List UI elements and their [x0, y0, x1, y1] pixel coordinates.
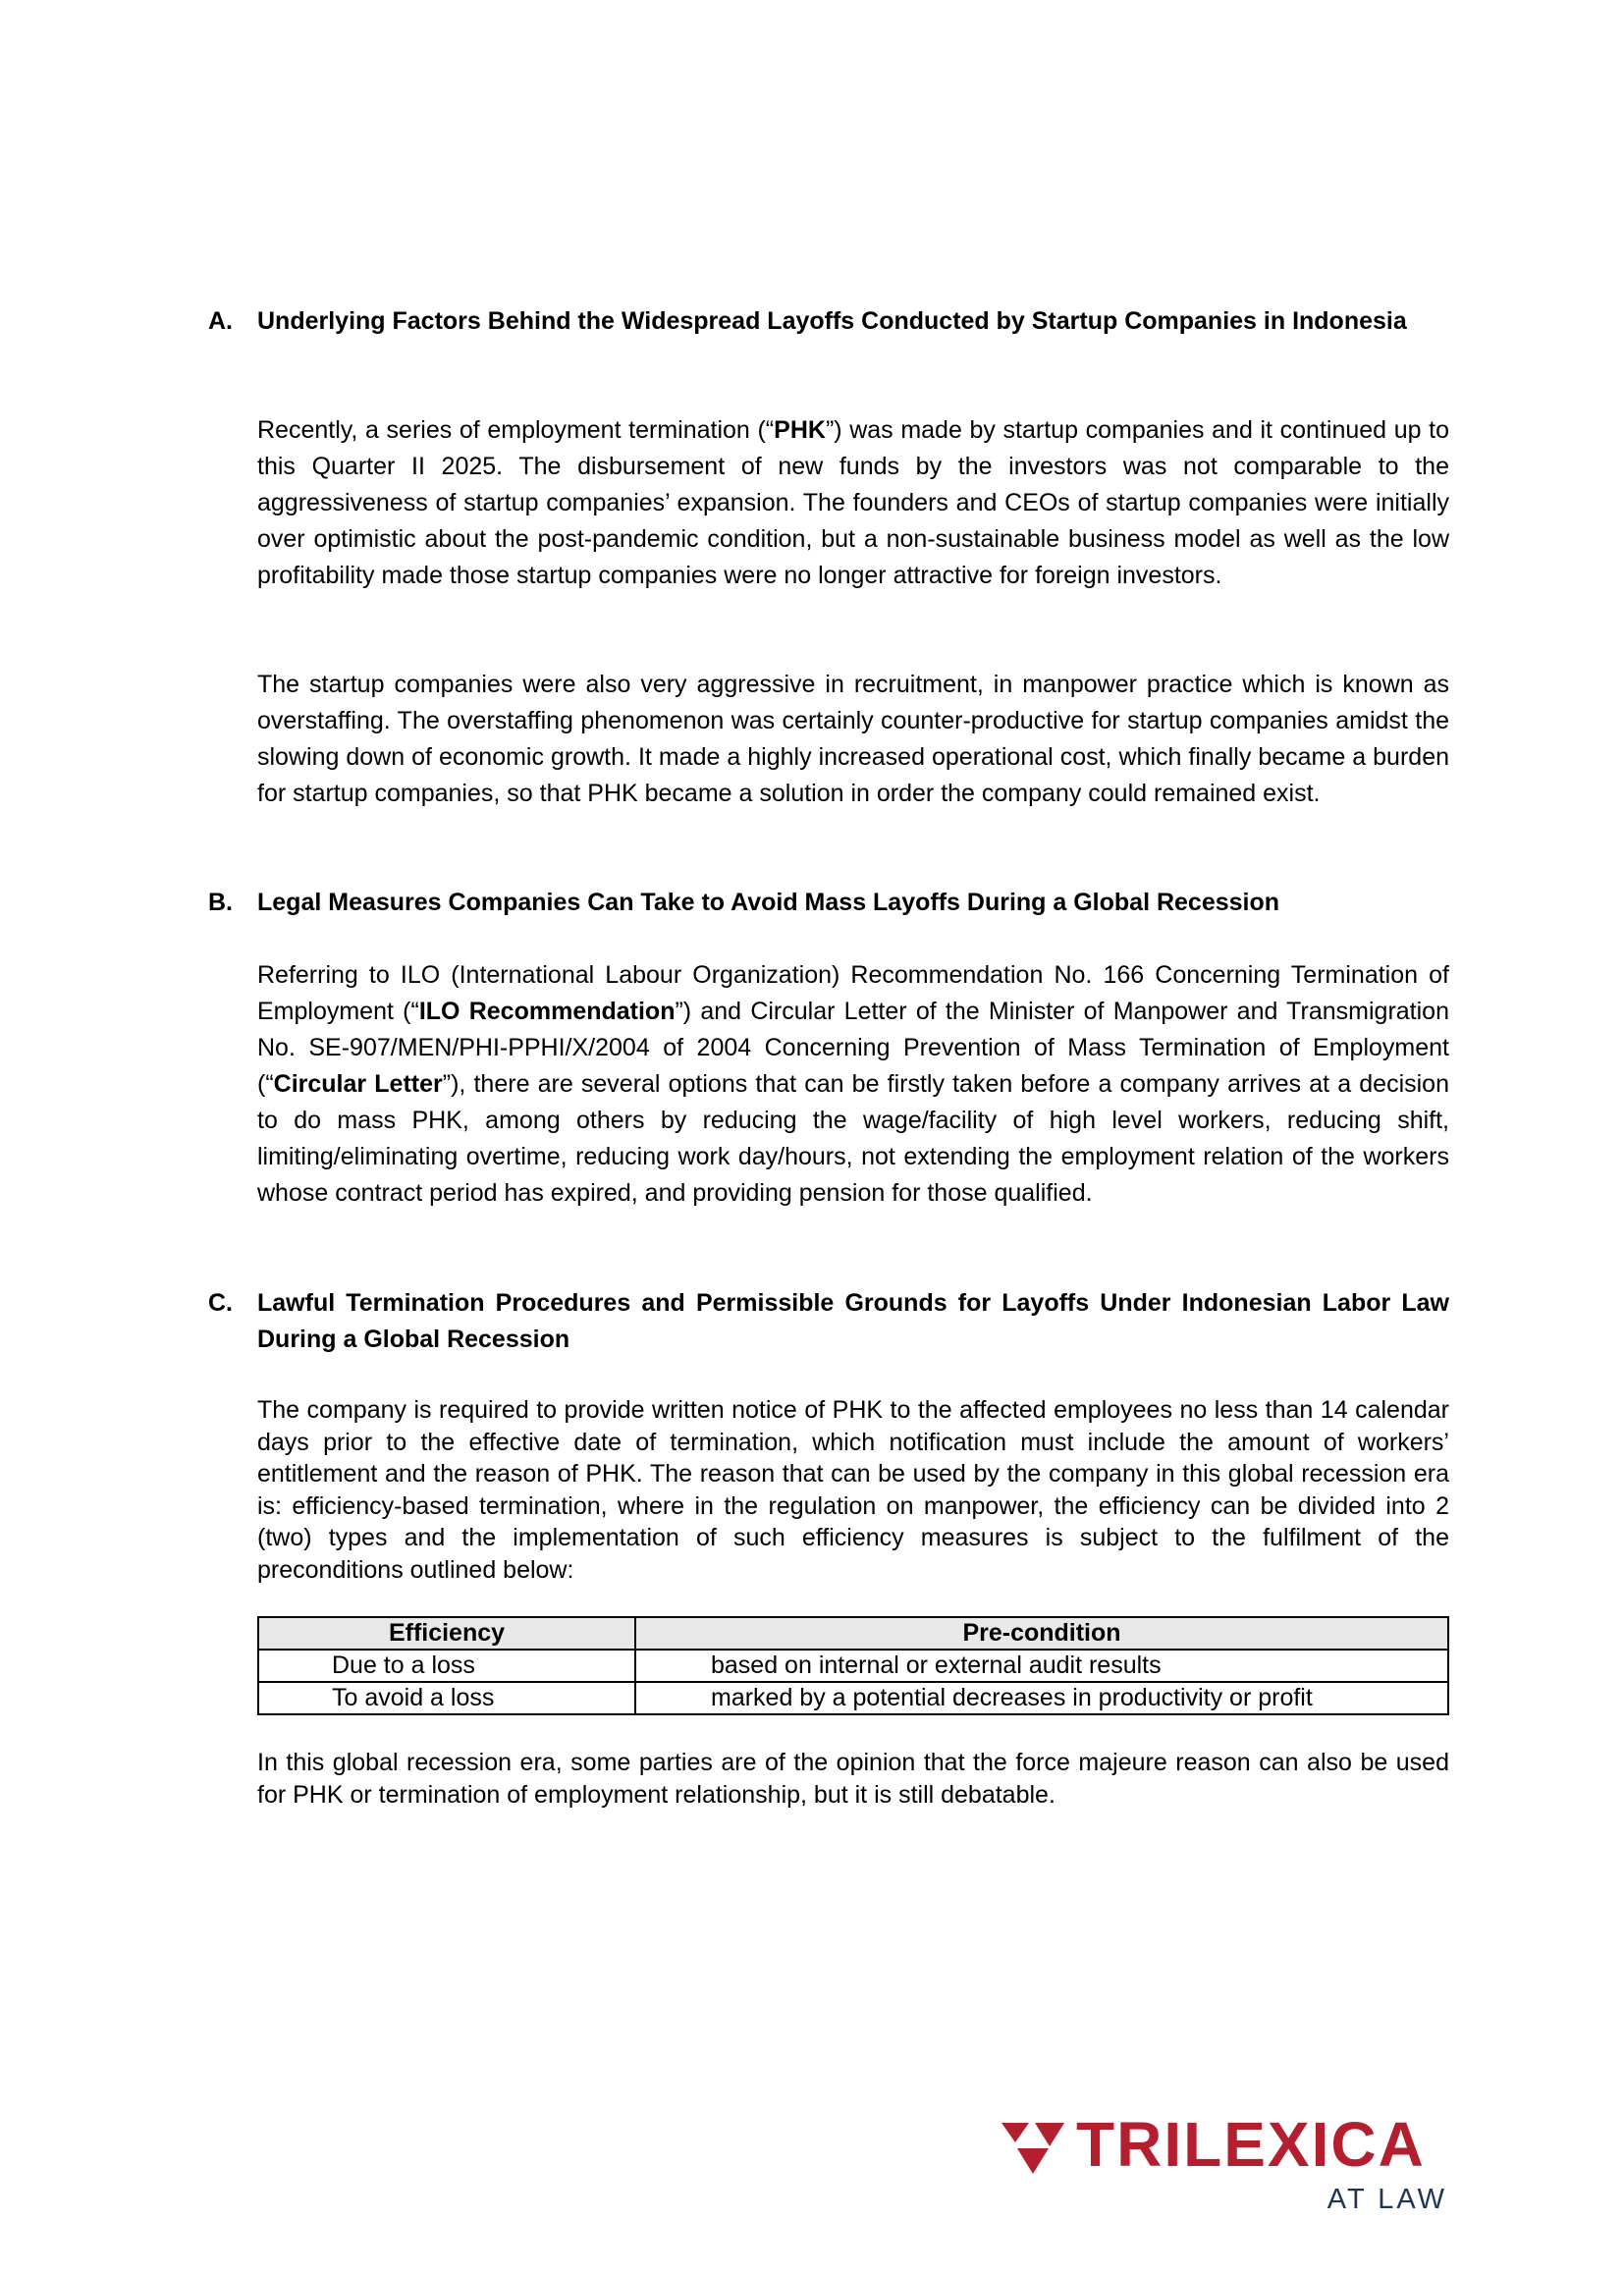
section-letter: C. [208, 1289, 233, 1317]
paragraph: The startup companies were also very aggressive in recruitment, in manpower practice which is known as overstaffing. The overstaffing phenomenon was certainly counter-productive for startup companies amidst the slowing down of economic growth. It made a highly increased operational cost, which finally became a burden for startup companies, so that PHK became a solution in order the company could remained exist. [257, 671, 1449, 807]
paragraph: Recently, a series of employment termination (“PHK”) was made by startup companies and it continued up to this Quarter II 2025. The disbursement of new funds by the investors was not comparable to the aggressiveness of startup companies’ expansion. The founders and CEOs of startup companies were initially over optimistic about the post-pandemic condition, but a non-sustainable business model as well as the low profitability made those startup companies were no longer attractive for foreign investors. [257, 416, 1450, 589]
table-cell: based on internal or external audit results [635, 1650, 1448, 1682]
table-row [258, 1682, 1448, 1714]
logo-sub-text: AT LAW [1326, 2184, 1447, 2215]
table-header-cell: Efficiency [258, 1617, 635, 1650]
table-cell: To avoid a loss [258, 1682, 635, 1714]
table-row [258, 1650, 1448, 1682]
table-header-cell: Pre-condition [635, 1617, 1448, 1650]
company-logo [1000, 2109, 1451, 2219]
efficiency-table [257, 1616, 1449, 1715]
paragraph: Referring to ILO (International Labour Organization) Recommendation No. 166 Concerning Termination of Employment (“ILO Recommendation”) and Circular Letter of the Minister of Manpower and Transmigration No. SE-907/MEN/PHI-PPHI/X/2004 of 2004 Concerning Prevention of Mass Termination of Employment (“Circular Letter”), there are several options that can be firstly taken before a company arrives at a decision to do mass PHK, among others by reducing the wage/facility of high level workers, reducing shift, limiting/eliminating overtime, reducing work day/hours, not extending the employment relation of the workers whose contract period has expired, and providing pension for those qualified. [257, 961, 1449, 1207]
section-title: Underlying Factors Behind the Widespread Layoffs Conducted by Startup Companies in Indonesia [257, 307, 1407, 335]
paragraph: In this global recession era, some parties are of the opinion that the force majeure reason can also be used for PHK or termination of employment relationship, but it is still debatable. [257, 1749, 1449, 1809]
section-a-heading [208, 303, 1449, 340]
paragraph: The company is required to provide written notice of PHK to the affected employees no less than 14 calendar days prior to the effective date of termination, which notification must include the amount of workers’ entitlement and the reason of PHK. The reason that can be used by the company in this global recession era is: efficiency-based termination, where in the regulation on manpower, the efficiency can be divided into 2 (two) types and the implementation of such efficiency measures is subject to the fulfilment of the preconditions outlined below: [257, 1396, 1449, 1584]
section-letter: A. [208, 307, 233, 335]
section-b-heading [208, 885, 1449, 921]
section-c-heading [208, 1285, 1449, 1358]
section-letter: B. [208, 889, 233, 916]
section-title: Legal Measures Companies Can Take to Avoid Mass Layoffs During a Global Recession [257, 889, 1280, 916]
table-cell: marked by a potential decreases in productivity or profit [635, 1682, 1448, 1714]
logo-mark-icon [1000, 2121, 1068, 2176]
table-cell: Due to a loss [258, 1650, 635, 1682]
table-header-row [258, 1617, 1448, 1650]
section-title: Lawful Termination Procedures and Permissible Grounds for Layoffs Under Indonesian Labor Law During a Global Recession [257, 1289, 1449, 1353]
logo-brand-text: TRILEXICA [1076, 2109, 1426, 2180]
